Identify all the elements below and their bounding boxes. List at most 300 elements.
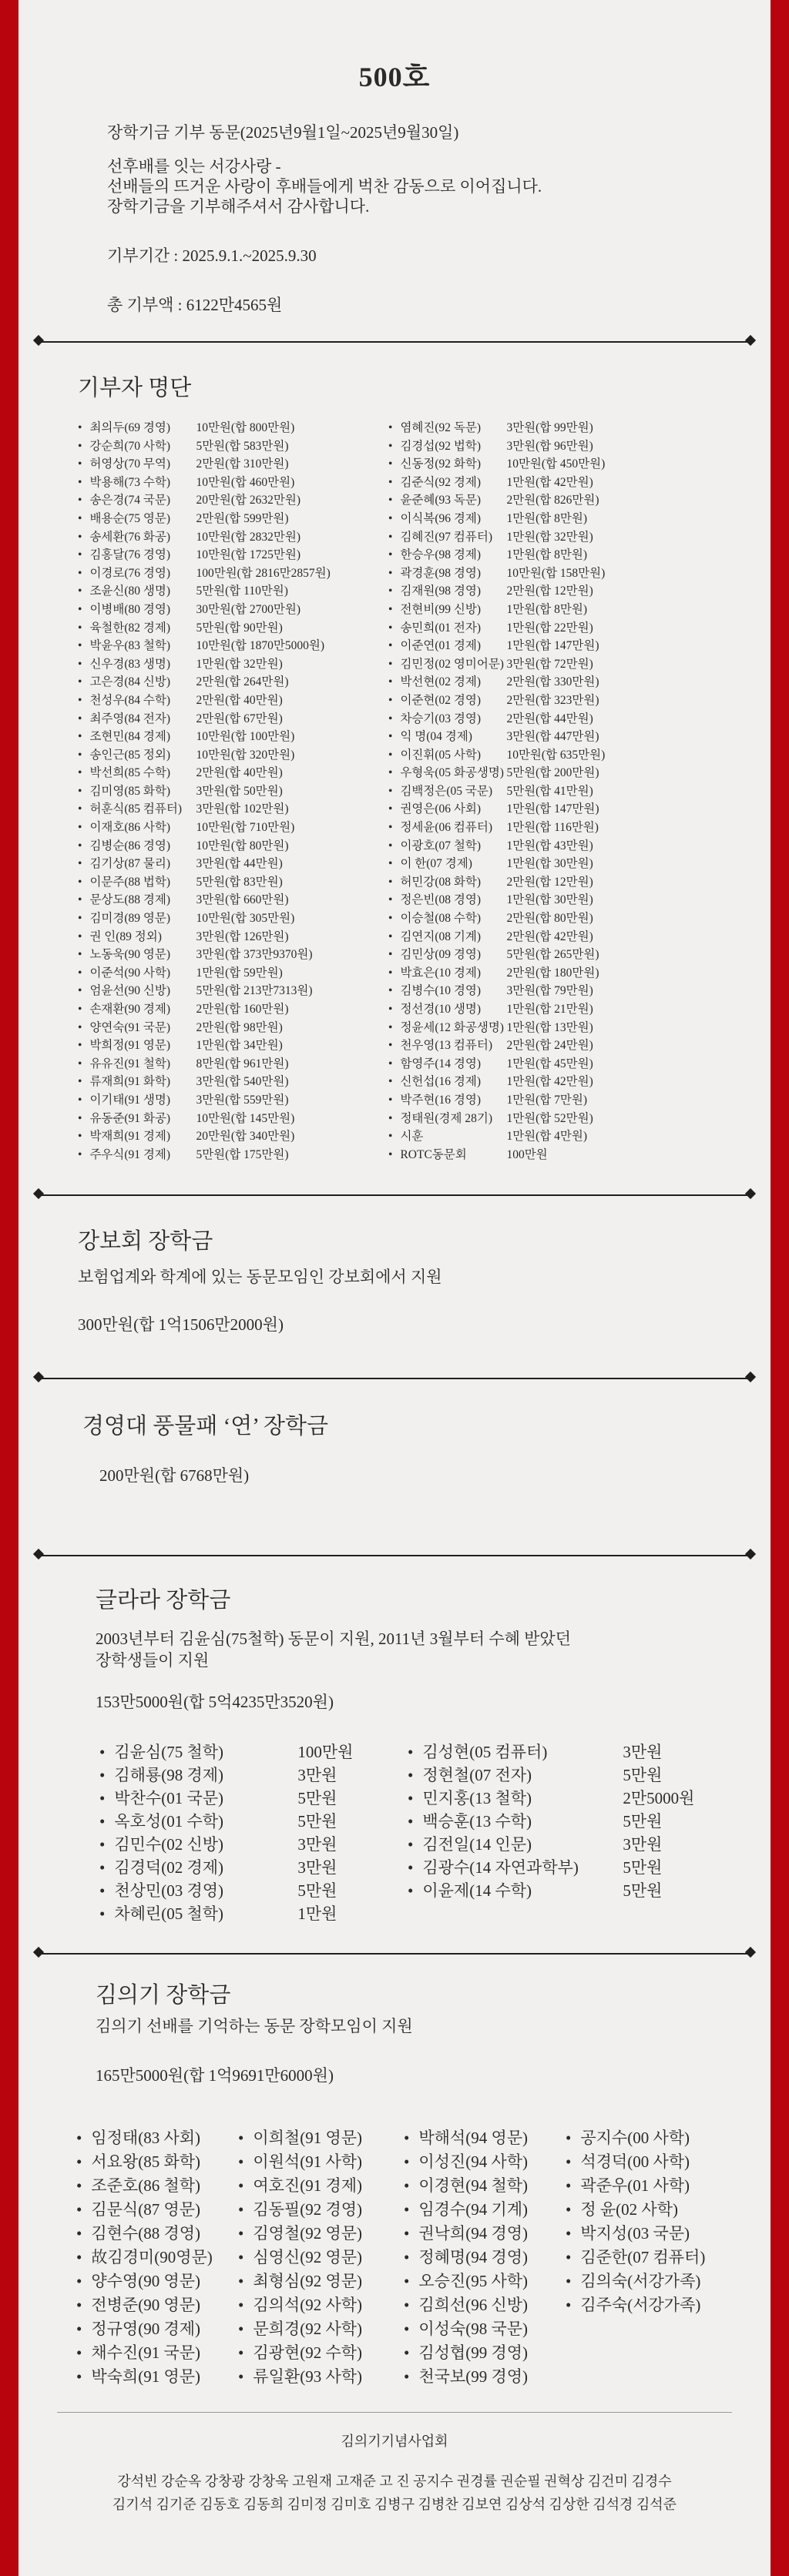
kimuigi-donor-item: • 서요왕(85 화학) (76, 2150, 238, 2174)
donor-name: 이준연(01 경제) (400, 639, 482, 653)
donor-item (78, 746, 388, 765)
donor-amount: 1만원(합 34만원) (196, 1039, 283, 1053)
kimuigi-donor-item: • 이성숙(98 국문) (404, 2317, 566, 2341)
kimuigi-donor-item: • 문희경(92 사학) (238, 2317, 404, 2341)
donor-item (388, 800, 712, 819)
donor-name: 송인근(85 정외) (89, 748, 171, 762)
donor-amount: 10만원(합 800만원) (196, 421, 295, 434)
donor-name: 천성우(84 수학) (89, 693, 171, 707)
donor-amount: 2만원(합 12만원) (506, 875, 593, 889)
donor-name: 김전일(14 인문) (422, 1835, 532, 1854)
kimuigi-donor-item: • 양수영(90 영문) (76, 2269, 238, 2293)
donor-name: 이문주(88 법학) (89, 875, 171, 889)
donor-amount: 1만원(합 59만원) (196, 966, 283, 980)
donor-amount: 10만원(합 450만원) (506, 457, 606, 471)
donor-amount: 100만원(합 2816만2857원) (196, 566, 331, 580)
donor-name: 박선희(85 수학) (89, 766, 171, 780)
donor-amount: 5만원(합 90만원) (196, 621, 283, 635)
donor-amount: 2만원(합 323만원) (506, 693, 599, 707)
donation-total: 총 기부액 : 6122만4565원 (107, 296, 283, 314)
kimuigi-donor-item: • 여호진(91 경제) (238, 2174, 404, 2198)
donor-amount: 10만원(합 100만원) (196, 730, 295, 744)
kimuigi-donor-item: • 김주숙(서강가족) (566, 2293, 735, 2317)
donor-item (78, 601, 388, 619)
kimuigi-donor-item: • 임경수(94 기계) (404, 2198, 566, 2222)
donor-name: 시훈 (400, 1130, 424, 1144)
donor-amount: 2만5000원 (623, 1789, 695, 1808)
kimuigi-donor-item: • 최형심(92 영문) (238, 2269, 404, 2293)
donor-item (388, 528, 712, 547)
donor-amount: 3만원(합 373만9370원) (196, 948, 313, 962)
donor-name: 박선현(02 경제) (400, 675, 482, 689)
donor-amount: 1만원(합 147만원) (506, 639, 599, 653)
glara-desc (96, 1628, 771, 1671)
donor-name: 김미경(89 영문) (89, 912, 171, 926)
donor-amount: 1만원(합 30만원) (506, 857, 593, 871)
intro-subtitle: 장학기금 기부 동문(2025년9월1일~2025년9월30일) (107, 123, 459, 142)
donor-amount: 3만원(합 660만원) (196, 893, 289, 907)
donor-amount: 3만원(합 126만원) (196, 930, 289, 943)
donor-name: 김준식(92 경제) (400, 475, 482, 489)
donor-item (78, 419, 388, 437)
kimuigi-donor-item: • 곽준우(01 사학) (566, 2174, 735, 2198)
donor-name: 이승철(08 수학) (400, 912, 482, 926)
donor-item (78, 891, 388, 909)
kimuigi-amount: 165만5000원(합 1억9691만6000원) (96, 2066, 334, 2085)
donor-amount: 3만원(합 540만원) (196, 1075, 289, 1089)
donor-name: 주우식(91 경제) (89, 1147, 171, 1161)
donor-amount: 5만원 (297, 1812, 337, 1831)
glara-donor-item (408, 1764, 731, 1787)
message-line: 장학기금을 기부해주셔서 감사합니다. (107, 197, 370, 216)
donor-amount: 1만원(합 7만원) (506, 1093, 588, 1107)
glara-amount: 153만5000원(합 5억4235만3520원) (96, 1693, 334, 1712)
kimuigi-donor-item: • 조준호(86 철학) (76, 2174, 238, 2198)
donor-name: 정태원(경제 28기) (400, 1111, 492, 1125)
donor-item (388, 928, 712, 946)
donor-amount: 5만원 (623, 1766, 663, 1785)
footer (18, 2413, 771, 2516)
donor-name: 김병수(10 경영) (400, 984, 482, 998)
donor-item (388, 1037, 712, 1055)
donor-amount: 5만원(합 583만원) (196, 439, 289, 453)
footer-names-line: 강석빈 강순옥 강창광 강창욱 고원재 고재준 고 진 공지수 권경률 권순필 권혁상 김건미 김경수 (117, 2474, 672, 2490)
donor-amount: 10만원(합 460만원) (196, 475, 295, 489)
glara-donor-item (99, 1764, 408, 1787)
donor-name: 허영상(70 무역) (89, 457, 171, 471)
donor-item (78, 800, 388, 819)
kimuigi-donor-item: • 김의숙(서강가족) (566, 2269, 735, 2293)
donor-amount: 2만원(합 44만원) (506, 712, 593, 725)
kimuigi-donor-item: • 김동필(92 경영) (238, 2198, 404, 2222)
donor-amount: 1만원(합 52만원) (506, 1111, 593, 1125)
kimuigi-donor-item: • 김광현(92 수학) (238, 2341, 404, 2365)
donor-name: 천우영(13 컴퓨터) (400, 1039, 492, 1053)
donor-item (78, 637, 388, 655)
donor-item (388, 474, 712, 492)
intro-block (18, 122, 771, 315)
glara-donor-item (408, 1740, 731, 1764)
donor-amount: 1만원(합 30만원) (506, 893, 593, 907)
donor-amount: 5만원(합 41만원) (506, 784, 593, 798)
donor-item (78, 510, 388, 528)
donor-amount: 2만원(합 264만원) (196, 675, 289, 689)
donor-item (78, 1073, 388, 1091)
donor-amount: 2만원(합 40만원) (196, 766, 283, 780)
kimuigi-donor-item: • 정 윤(02 사학) (566, 2198, 735, 2222)
donor-name: 윤준혜(93 독문) (400, 494, 482, 507)
kangbo-desc: 보험업계와 학계에 있는 동문모임인 강보회에서 지원 (78, 1268, 442, 1287)
donor-name: 조윤신(80 생명) (89, 585, 171, 598)
donor-item (388, 1073, 712, 1091)
donor-name: 이진휘(05 사학) (400, 748, 482, 762)
donor-name: 박찬수(01 국문) (114, 1789, 224, 1808)
donor-name: 우형욱(05 화공생명) (400, 766, 504, 780)
kimuigi-donor-item: • 오승진(95 사학) (404, 2269, 566, 2293)
donor-amount: 1만원(합 8만원) (506, 511, 588, 525)
donor-amount: 3만원(합 96만원) (506, 439, 593, 453)
donor-amount: 100만원 (297, 1743, 354, 1762)
donor-name: 김민정(02 영미어문) (400, 657, 504, 671)
donor-item (388, 582, 712, 601)
donor-amount: 2만원(합 160만원) (196, 1003, 289, 1016)
kimuigi-donor-item: • 전병준(90 영문) (76, 2293, 238, 2317)
donor-item (78, 474, 388, 492)
donor-item (78, 964, 388, 983)
donor-amount: 5만원 (623, 1812, 663, 1831)
donor-amount: 2만원(합 40만원) (196, 693, 283, 707)
yeon-title: 경영대 풍물패 ‘연’ 장학금 (82, 1414, 329, 1439)
donor-item (78, 1019, 388, 1037)
donor-amount: 10만원(합 80만원) (196, 839, 289, 853)
donor-name: 전현비(99 신방) (400, 602, 482, 616)
donor-item (78, 1091, 388, 1110)
donor-item (388, 692, 712, 710)
donor-amount: 10만원(합 145만원) (196, 1111, 295, 1125)
donor-amount: 5만원(합 200만원) (506, 766, 599, 780)
donor-name: 김연지(08 기계) (400, 930, 482, 943)
donor-amount: 1만원(합 32만원) (506, 530, 593, 544)
donor-amount: 2만원(합 330만원) (506, 675, 599, 689)
donor-amount: 5만원(합 213만7313원) (196, 984, 313, 998)
donor-amount: 1만원(합 21만원) (506, 1003, 593, 1016)
donor-name: 옥호성(01 수학) (114, 1812, 224, 1831)
kimuigi-donor-item: • 박숙희(91 영문) (76, 2365, 238, 2389)
donor-amount: 30만원(합 2700만원) (196, 602, 301, 616)
kimuigi-donor-item: • 김현수(88 경영) (76, 2222, 238, 2246)
donor-name: 권 인(89 정외) (89, 930, 162, 943)
donor-amount: 8만원(합 961만원) (196, 1057, 289, 1070)
donor-amount: 3만원(합 50만원) (196, 784, 283, 798)
donor-item (388, 1019, 712, 1037)
kangbo-amount: 300만원(합 1억1506만2000원) (78, 1315, 284, 1335)
glara-donor-item (408, 1856, 731, 1879)
donor-amount: 2만원(합 180만원) (506, 966, 599, 980)
donor-name: 함영주(14 경영) (400, 1057, 482, 1070)
donor-amount: 10만원(합 320만원) (196, 748, 295, 762)
kimuigi-donor-item: • 김영철(92 영문) (238, 2222, 404, 2246)
donor-amount: 2만원(합 12만원) (506, 585, 593, 598)
donor-item (388, 710, 712, 729)
yeon-amount: 200만원(합 6768만원) (99, 1466, 250, 1486)
donor-item (388, 546, 712, 564)
donor-column-right (388, 419, 712, 1164)
kangbo-title: 강보회 장학금 (78, 1229, 213, 1255)
donor-amount: 2만원(합 310만원) (196, 457, 289, 471)
donor-item (78, 782, 388, 801)
donor-name: 천상민(03 경영) (114, 1881, 224, 1901)
donor-name: 신우경(83 생명) (89, 657, 171, 671)
donor-name: 이기태(91 생명) (89, 1093, 171, 1107)
message-line: 선배들의 뜨거운 사랑이 후배들에게 벅찬 감동으로 이어집니다. (107, 177, 542, 196)
donor-amount: 1만원 (297, 1904, 337, 1924)
donor-amount: 1만원(합 4만원) (506, 1130, 588, 1144)
kimuigi-donor-item: • 이원석(91 사학) (238, 2150, 404, 2174)
donor-name: 강순희(70 사학) (89, 439, 171, 453)
donor-amount: 5만원(합 110만원) (196, 585, 288, 598)
donor-item (388, 855, 712, 873)
donor-name: 배용순(75 영문) (89, 511, 171, 525)
donor-name: 김기상(87 물리) (89, 857, 171, 871)
donor-name: 정은빈(08 경영) (400, 893, 482, 907)
donor-item (388, 837, 712, 856)
glara-desc-line: 2003년부터 김윤심(75철학) 동문이 지원, 2011년 3월부터 수혜 받았던 (96, 1630, 571, 1649)
donor-name: 손재환(90 경제) (89, 1003, 171, 1016)
donor-name: 박희정(91 영문) (89, 1039, 171, 1053)
donor-name: 민지홍(13 철학) (422, 1789, 532, 1808)
donor-item (388, 728, 712, 746)
donor-list-section (18, 343, 771, 1194)
donor-amount: 5만원(합 175만원) (196, 1147, 289, 1161)
donor-amount: 10만원(합 1870만5000원) (196, 639, 325, 653)
donor-item (388, 1055, 712, 1074)
donor-item (388, 909, 712, 928)
donor-name: 이재호(86 사학) (89, 821, 171, 835)
donor-item (78, 982, 388, 1000)
glara-donor-grid (18, 1740, 771, 1925)
donor-name: 엄윤선(90 신방) (89, 984, 171, 998)
donor-amount: 1만원(합 13만원) (506, 1020, 593, 1034)
donor-amount: 2만원(합 599만원) (196, 511, 289, 525)
donor-name: 최주영(84 전자) (89, 712, 171, 725)
kimuigi-donor-item: • 권낙희(94 경영) (404, 2222, 566, 2246)
donor-amount: 5만원(합 83만원) (196, 875, 283, 889)
donor-name: 고은경(84 신방) (89, 675, 171, 689)
donor-name: 익 명(04 경제) (400, 730, 472, 744)
section-divider (38, 1378, 751, 1379)
donor-name: 허민강(08 화학) (400, 875, 482, 889)
donor-column-left (78, 419, 388, 1164)
grid-spacer (566, 2365, 735, 2389)
kimuigi-donor-item: • 김문식(87 영문) (76, 2198, 238, 2222)
donor-item (78, 1037, 388, 1055)
donor-name: 허훈식(85 컴퓨터) (89, 802, 182, 816)
donor-amount: 10만원(합 158만원) (506, 566, 606, 580)
donor-name: 한승우(98 경제) (400, 548, 482, 562)
donor-name: 박용해(73 수학) (89, 475, 171, 489)
kimuigi-donor-item: • 김희선(96 신방) (404, 2293, 566, 2317)
section-divider (38, 1555, 751, 1556)
donor-amount: 1만원(합 43만원) (506, 839, 593, 853)
donor-amount: 20만원(합 340만원) (196, 1130, 295, 1144)
donor-amount: 2만원(합 98만원) (196, 1020, 283, 1034)
donor-item (388, 782, 712, 801)
footer-org: 김의기기념사업회 (341, 2434, 448, 2450)
issue-title: 500호 (358, 62, 431, 92)
donor-name: 이식복(96 경제) (400, 511, 482, 525)
donor-item (78, 928, 388, 946)
donor-amount: 100만원 (506, 1147, 548, 1161)
donor-item (78, 673, 388, 692)
glara-donor-item (408, 1879, 731, 1902)
donor-name: 최의두(69 경영) (89, 421, 171, 434)
kimuigi-donor-item: • 박지성(03 국문) (566, 2222, 735, 2246)
message-line: 선후배를 잇는 서강사랑 - (107, 157, 281, 176)
donor-amount: 5만원(합 265만원) (506, 948, 599, 962)
section-divider (38, 341, 751, 343)
donor-item (78, 1146, 388, 1164)
glara-donor-item (408, 1810, 731, 1833)
donor-name: 차혜린(05 철학) (114, 1904, 224, 1924)
donor-item (388, 564, 712, 583)
donor-item (388, 601, 712, 619)
donor-item (78, 455, 388, 474)
donor-amount: 1만원(합 8만원) (506, 548, 588, 562)
donor-name: 김경덕(02 경제) (114, 1858, 224, 1878)
kimuigi-donor-item: • 정규영(90 경제) (76, 2317, 238, 2341)
donor-item (78, 837, 388, 856)
donor-name: 이준석(90 사학) (89, 966, 171, 980)
donor-item (78, 619, 388, 638)
donor-name: 김광수(14 자연과학부) (422, 1858, 579, 1878)
kimuigi-donor-item: • 김의석(92 사학) (238, 2293, 404, 2317)
donor-name: 송세환(76 화공) (89, 530, 171, 544)
donor-name: 김미영(85 화학) (89, 784, 171, 798)
donor-name: 유유진(91 철학) (89, 1057, 171, 1070)
donor-name: 송은경(74 국문) (89, 494, 171, 507)
donor-item (78, 1000, 388, 1019)
donor-name: 백승훈(13 수학) (422, 1812, 532, 1831)
donor-amount: 3만원(합 79만원) (506, 984, 593, 998)
donor-columns (18, 419, 771, 1164)
kimuigi-donor-item: • 류일환(93 사학) (238, 2365, 404, 2389)
donor-name: 박주현(16 경영) (400, 1093, 482, 1107)
donor-item (78, 546, 388, 564)
donor-name: 차승기(03 경영) (400, 712, 482, 725)
donor-list-title: 기부자 명단 (78, 376, 192, 400)
donor-item (78, 437, 388, 456)
section-divider (38, 1953, 751, 1955)
donor-amount: 2만원(합 24만원) (506, 1039, 593, 1053)
donor-amount: 20만원(합 2632만원) (196, 494, 301, 507)
donor-item (388, 746, 712, 765)
donor-name: 김백정은(05 국문) (400, 784, 492, 798)
intro-message (107, 156, 771, 216)
glara-donor-item (99, 1740, 408, 1764)
donor-item (78, 819, 388, 837)
donor-item (78, 1055, 388, 1074)
donor-name: 권영은(06 사회) (400, 802, 482, 816)
donor-amount: 10만원(합 635만원) (506, 748, 606, 762)
glara-donor-item (99, 1787, 408, 1810)
donor-amount: 10만원(합 710만원) (196, 821, 295, 835)
donor-name: 육철한(82 경제) (89, 621, 171, 635)
donor-item (388, 619, 712, 638)
donor-amount: 3만원(합 44만원) (196, 857, 283, 871)
glara-donor-item (99, 1879, 408, 1902)
donor-name: 김민수(02 신방) (114, 1835, 224, 1854)
donor-amount: 3만원 (623, 1743, 663, 1762)
kimuigi-donor-item: • 채수진(91 국문) (76, 2341, 238, 2365)
donor-item (78, 946, 388, 964)
donor-name: 이경로(76 경영) (89, 566, 171, 580)
kimuigi-donor-item: • 석경덕(00 사학) (566, 2150, 735, 2174)
glara-donor-item (408, 1833, 731, 1856)
donor-amount: 3만원 (623, 1835, 663, 1854)
donor-name: 정윤세(12 화공생명) (400, 1020, 504, 1034)
kimuigi-donor-item: • 김성협(99 경영) (404, 2341, 566, 2365)
kimuigi-donor-item: • 故김경미(90영문) (76, 2246, 238, 2269)
donor-item (388, 673, 712, 692)
donor-amount: 3만원(합 102만원) (196, 802, 289, 816)
donor-amount: 3만원(합 99만원) (506, 421, 593, 434)
donor-item (78, 528, 388, 547)
donor-amount: 3만원 (297, 1766, 337, 1785)
kangbo-section (18, 1196, 771, 1378)
donor-amount: 1만원(합 147만원) (506, 802, 599, 816)
donor-item (388, 1110, 712, 1128)
donor-amount: 1만원(합 22만원) (506, 621, 593, 635)
donor-item (388, 1127, 712, 1146)
donor-item (388, 437, 712, 456)
donor-name: 김혜진(97 컴퓨터) (400, 530, 492, 544)
kimuigi-donor-item: • 임정태(83 사회) (76, 2126, 238, 2150)
footer-names-line: 김기석 김기준 김동호 김동희 김미정 김미호 김병구 김병찬 김보연 김상석 김상한 김석경 김석준 (112, 2497, 677, 2513)
kimuigi-donor-item: • 박해석(94 영문) (404, 2126, 566, 2150)
donor-amount: 10만원(합 305만원) (196, 912, 295, 926)
kimuigi-donor-item: • 정혜명(94 경영) (404, 2246, 566, 2269)
yeon-section (18, 1379, 771, 1555)
donor-name: 신헌섭(16 경제) (400, 1075, 482, 1089)
donor-amount: 3만원 (297, 1858, 337, 1878)
donor-name: 김해룡(98 경제) (114, 1766, 224, 1785)
donor-item (78, 491, 388, 510)
glara-donor-item (99, 1810, 408, 1833)
donor-amount: 3만원(합 72만원) (506, 657, 593, 671)
donor-name: 김윤심(75 철학) (114, 1743, 224, 1762)
donor-amount: 3만원 (297, 1835, 337, 1854)
kimuigi-donor-item: • 공지수(00 사학) (566, 2126, 735, 2150)
donor-amount: 2만원(합 80만원) (506, 912, 593, 926)
donor-amount: 2만원(합 42만원) (506, 930, 593, 943)
donor-name: 송민희(01 전자) (400, 621, 482, 635)
kimuigi-donor-item: • 이성진(94 사학) (404, 2150, 566, 2174)
donor-name: 양연숙(91 국문) (89, 1020, 171, 1034)
donor-name: ROTC동문회 (400, 1147, 467, 1161)
glara-donor-item (408, 1787, 731, 1810)
donor-name: 노동욱(90 영문) (89, 948, 171, 962)
donor-name: 문상도(88 경제) (89, 893, 171, 907)
donor-amount: 3만원(합 559만원) (196, 1093, 289, 1107)
donor-item (388, 891, 712, 909)
donor-amount: 2만원(합 826만원) (506, 494, 599, 507)
donor-item (388, 964, 712, 983)
donor-item (388, 491, 712, 510)
donor-amount: 5만원 (623, 1858, 663, 1878)
donor-item (388, 1146, 712, 1164)
donor-amount: 10만원(합 2832만원) (196, 530, 301, 544)
donor-name: 박효은(10 경제) (400, 966, 482, 980)
